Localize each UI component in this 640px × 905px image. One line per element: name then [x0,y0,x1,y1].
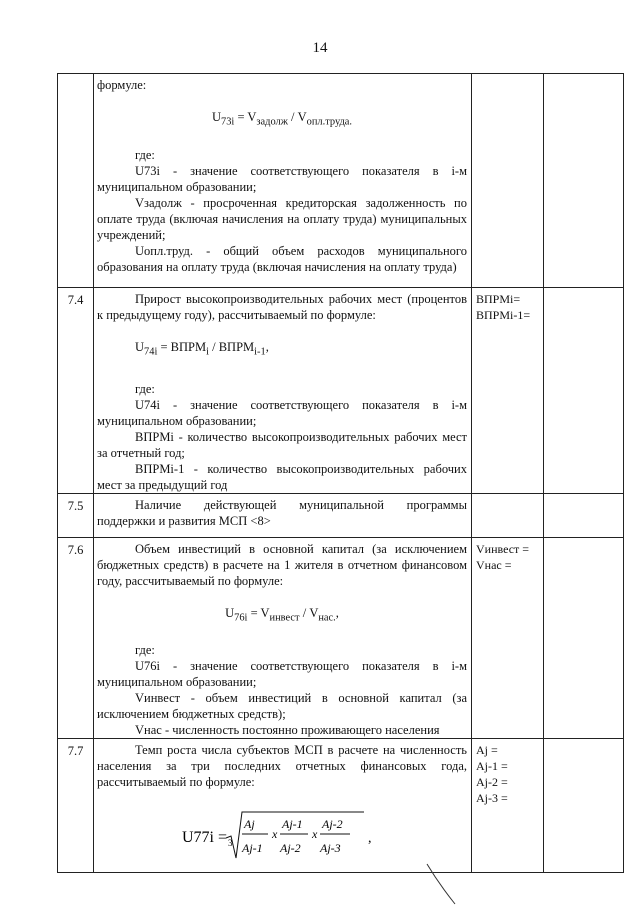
value-cell [544,537,624,739]
row-number: 7.4 [58,288,94,494]
description-cell [94,537,472,739]
definition-v-zadolzh: Vзадолж - просроченная кредиторская задолженность по оплате труда (включая начисления на оплату труда) муниципальных учреждений; [97,195,467,242]
table-row-7-4 [58,288,624,494]
variables-cell [472,288,544,494]
term-2-denominator: Aj-2 [280,841,301,855]
where-label: где: [135,643,155,657]
variable-v-nas: Vнас = [476,557,512,572]
variables-cell [472,537,544,739]
row-number: 7.6 [58,537,94,739]
formula-7-6: $U_{76i} = V_{инвест} / V_{нас.}$, [225,605,339,623]
value-cell [544,288,624,494]
term-1-denominator: Aj-1 [242,841,263,855]
indicator-table [57,73,624,873]
formula-end: , [368,831,372,846]
variable-aj-3: Aj-3 = [476,791,508,805]
formula-lhs: U77i = [182,829,228,846]
variable-vprm-i: ВПРМi= [476,292,521,306]
variable-aj: Aj = [476,743,498,757]
page-number: 14 [312,40,328,56]
row-number: 7.5 [58,493,94,537]
table-row-7-6 [58,537,624,739]
variable-v-invest: Vинвест = [476,541,530,556]
indicator-title: Прирост высокопроизводительных рабочих мест (процентов к предыдущему году), рассчитываемый по формуле: [97,292,467,322]
variable-aj-2: Aj-2 = [476,775,508,789]
term-2-numerator: Aj-1 [282,817,303,831]
definition-u76i: U76i - значение соответствующего показателя в i-м муниципальном образовании; [97,659,467,689]
row-number-cell [58,74,94,288]
variables-cell [472,739,544,873]
pen-mark [425,862,465,905]
multiply-sign-2: x [312,827,318,841]
indicator-title: Темп роста числа субъектов МСП в расчете на численность населения за три последних отчетных финансовых года, рассчитываемый по формуле: [97,743,467,789]
term-1-numerator: Aj [244,817,255,831]
row-number: 7.7 [58,739,94,873]
definition-v-invest: Vинвест - объем инвестиций в основной капитал (за исключением бюджетных средств); [97,691,467,721]
root-index: 3 [228,838,233,848]
description-cell [94,288,472,494]
variables-cell [472,493,544,537]
description-cell [94,493,472,537]
multiply-sign-1: x [272,827,278,841]
description-cell [94,739,472,873]
variable-aj-1: Aj-1 = [476,759,508,773]
formula-7-3: $U_{73i} = V_{задолж} / V_{опл.труда.}$ [211,110,353,128]
description-cell [94,74,472,288]
formula-intro: формуле: [97,78,147,92]
root-fraction-formula [182,808,382,864]
value-cell [544,739,624,873]
indicator-title: Объем инвестиций в основной капитал (за исключением бюджетных средств) в расчете на 1 жителя в отчетном финансовом году, рассчитываемый по формуле: [97,541,467,588]
definition-vprm-i: ВПРМi - количество высокопроизводительных рабочих мест за отчетный год; [97,429,467,460]
formula-7-7 [97,808,467,864]
value-cell [544,493,624,537]
table-row-7-3 [58,74,624,288]
definition-u74i: U74i - значение соответствующего показателя в i-м муниципальном образовании; [97,397,467,428]
variables-cell [472,74,544,288]
formula-7-4: $U_{74i}$ = $ВПРМ_i$ / $ВПРМ_{i-1}$, [135,340,269,358]
table-row-7-7 [58,739,624,873]
indicator-title: Наличие действующей муниципальной программы поддержки и развития МСП <8> [97,497,467,528]
definition-u73i: U73i - значение соответствующего показателя в i-м муниципальном образовании; [97,163,467,194]
value-cell [544,74,624,288]
term-3-denominator: Aj-3 [320,841,341,855]
term-3-numerator: Aj-2 [322,817,343,831]
variable-vprm-i-1: ВПРМi-1= [476,308,531,322]
where-label: где: [135,381,155,396]
definition-v-nas: Vнас - численность постоянно проживающего населения [135,723,440,737]
definition-vprm-i-1: ВПРМi-1 - количество высокопроизводительных рабочих мест за предыдущий год [97,461,467,492]
table-row-7-5 [58,493,624,537]
definition-u-opl-trud: Uопл.труд. - общий объем расходов муниципального образования на оплату труда (включая начисления на оплату труда) [97,243,467,274]
where-label: где: [135,147,155,162]
